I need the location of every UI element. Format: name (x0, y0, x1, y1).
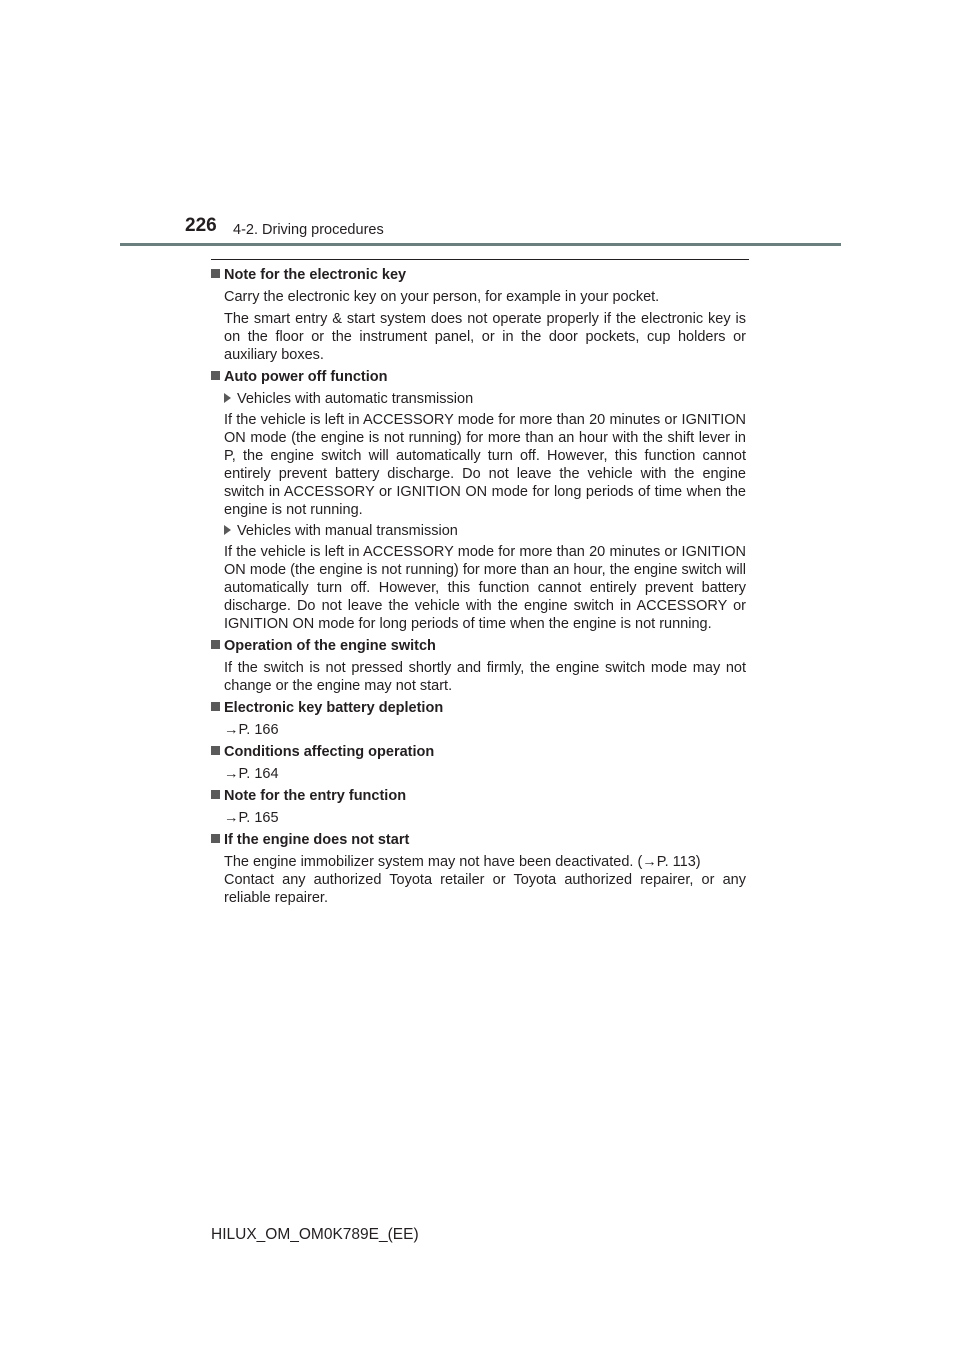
square-bullet-icon (211, 640, 220, 649)
section-heading-text: Electronic key battery depletion (224, 700, 444, 716)
sub-heading (211, 522, 746, 540)
page-reference-link[interactable]: →P. 166 (224, 722, 279, 738)
section-heading (211, 831, 746, 850)
section-rule (211, 259, 749, 260)
page-content (211, 266, 746, 911)
paragraph: Contact any authorized Toyota retailer or Toyota authorized repairer, or any reliable repairer. (224, 872, 746, 906)
square-bullet-icon (211, 746, 220, 755)
paragraph: The engine immobilizer system may not have been deactivated. (→P. 113) (224, 854, 701, 870)
page-number: 226 (185, 215, 217, 236)
square-bullet-icon (211, 790, 220, 799)
section-auto-power-off (211, 368, 746, 633)
section-entry-function (211, 787, 746, 827)
square-bullet-icon (211, 269, 220, 278)
triangle-bullet-icon (224, 393, 231, 403)
section-conditions-affecting-operation (211, 743, 746, 783)
page-reference-link[interactable]: →P. 165 (224, 810, 279, 826)
section-heading (211, 637, 746, 656)
header-rule (120, 243, 841, 246)
page-reference-link[interactable]: →P. 164 (224, 766, 279, 782)
section-engine-switch-operation (211, 637, 746, 695)
sub-heading (211, 390, 746, 408)
document-code: HILUX_OM_OM0K789E_(EE) (211, 1226, 419, 1243)
section-heading-text: If the engine does not start (224, 832, 410, 848)
sub-heading-text: Vehicles with automatic transmission (237, 391, 474, 407)
section-heading-text: Operation of the engine switch (224, 638, 436, 654)
sub-heading-text: Vehicles with manual transmission (237, 523, 458, 539)
section-heading-text: Conditions affecting operation (224, 744, 435, 760)
paragraph: If the vehicle is left in ACCESSORY mode for more than 20 minutes or IGNITION ON mode (the engine is not running) for more than an hour, the engine switch will automatically turn off. However, this function cannot entirely prevent battery discharge. Do not leave the vehicle with the engine switch in ACCESSORY or IGNITION ON mode for long periods of time when the engine is not running. (224, 544, 746, 632)
section-electronic-key (211, 266, 746, 364)
triangle-bullet-icon (224, 525, 231, 535)
paragraph: Carry the electronic key on your person, for example in your pocket. (224, 289, 660, 305)
section-heading-text: Note for the electronic key (224, 267, 407, 283)
section-heading (211, 266, 746, 285)
section-heading (211, 368, 746, 387)
section-key-battery-depletion (211, 699, 746, 739)
paragraph: If the switch is not pressed shortly and firmly, the engine switch mode may not change or the engine may not start. (224, 660, 746, 694)
paragraph: The smart entry & start system does not operate properly if the electronic key is on the floor or the instrument panel, or in the door pockets, cup holders or auxiliary boxes. (224, 311, 746, 363)
section-heading-text: Auto power off function (224, 369, 388, 385)
section-heading (211, 787, 746, 806)
chapter-title: 4-2. Driving procedures (233, 222, 384, 238)
section-engine-does-not-start (211, 831, 746, 907)
square-bullet-icon (211, 834, 220, 843)
square-bullet-icon (211, 371, 220, 380)
section-heading (211, 743, 746, 762)
section-heading-text: Note for the entry function (224, 788, 407, 804)
paragraph: If the vehicle is left in ACCESSORY mode for more than 20 minutes or IGNITION ON mode (the engine is not running) for more than an hour with the shift lever in P, the engine switch will automatically turn off. However, this function cannot entirely prevent battery discharge. Do not leave the vehicle with the engine switch in ACCESSORY or IGNITION ON mode for long periods of time when the engine is not running. (224, 412, 746, 518)
section-heading (211, 699, 746, 718)
square-bullet-icon (211, 702, 220, 711)
